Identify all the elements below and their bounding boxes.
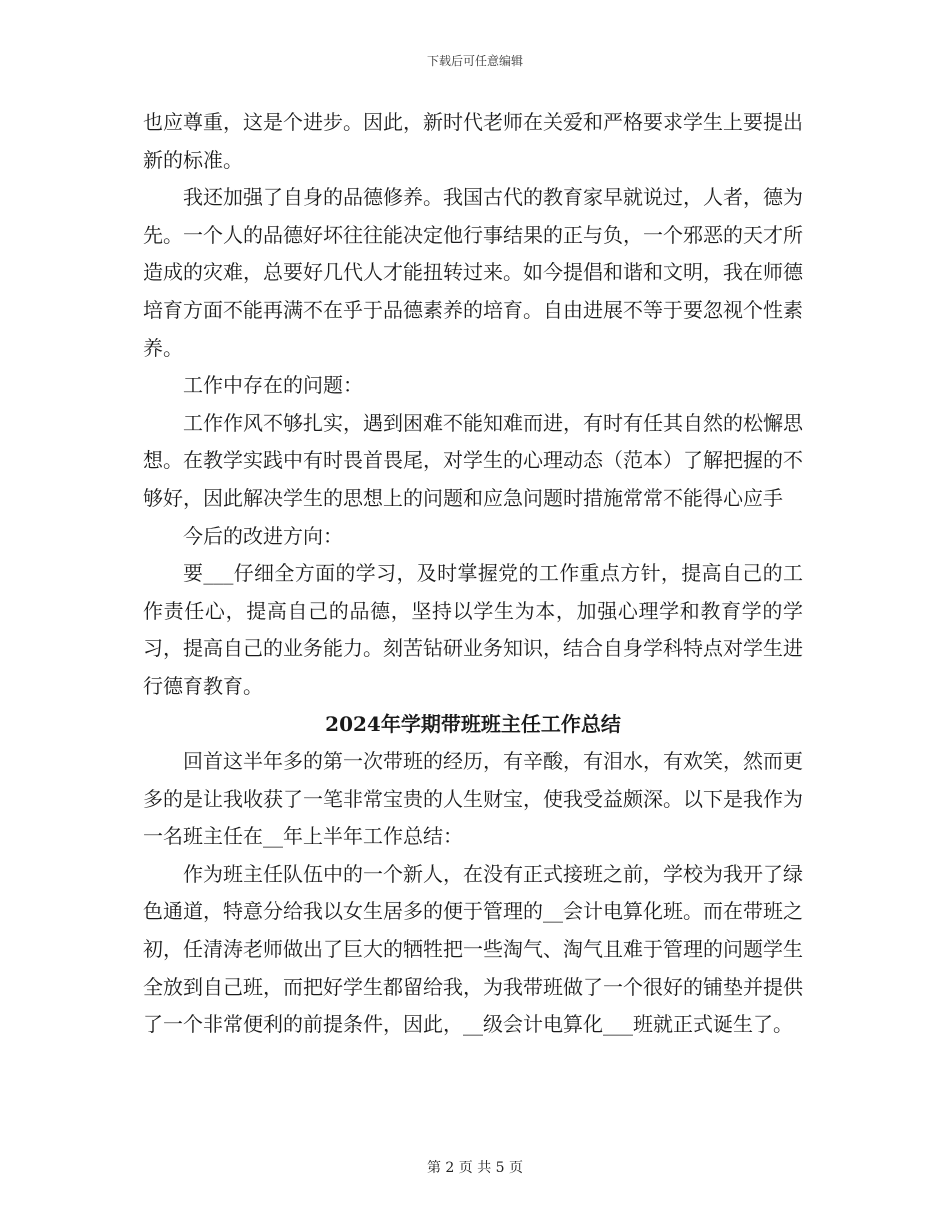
document-body [143, 104, 803, 1044]
paragraph-6: 要___仔细全方面的学习，及时掌握党的工作重点方针，提高自己的工作责任心，提高自己的品德，坚持以学生为本，加强心理学和教育学的学习，提高自己的业务能力。刻苦钻研业务知识，结合自身学科特点对学生进行德育教育。 [143, 561, 803, 698]
section-paragraph-1: 回首这半年多的第一次带班的经历，有辛酸，有泪水，有欢笑，然而更多的是让我收获了一笔非常宝贵的人生财宝，使我受益颇深。以下是我作为一名班主任在__年上半年工作总结： [143, 749, 803, 849]
page-number: 第 2 页 共 5 页 [426, 1160, 524, 1176]
paragraph-2: 我还加强了自身的品德修养。我国古代的教育家早就说过，人者，德为先。一个人的品德好坏往往能决定他行事结果的正与负，一个邪恶的天才所造成的灾难，总要好几代人才能扭转过来。如今提倡和谐和文明，我在师德培育方面不能再满不在乎于品德素养的培育。自由进展不等于要忽视个性素养。 [143, 185, 803, 360]
section-paragraph-2: 作为班主任队伍中的一个新人，在没有正式接班之前，学校为我开了绿色通道，特意分给我以女生居多的便于管理的__会计电算化班。而在带班之初，任清涛老师做出了巨大的牺牲把一些淘气、淘气且难于管理的问题学生全放到自己班，而把好学生都留给我，为我带班做了一个很好的铺垫并提供了一个非常便利的前提条件，因此，__级会计电算化___班就正式诞生了。 [143, 861, 803, 1037]
paragraph-3: 工作中存在的问题： [183, 373, 363, 398]
page-header-note: 下载后可任意编辑 [426, 54, 523, 68]
paragraph-4: 工作作风不够扎实，遇到困难不能知难而进，有时有任其自然的松懈思想。在教学实践中有时畏首畏尾，对学生的心理动态（范本）了解把握的不够好，因此解决学生的思想上的问题和应急问题时措施常常不能得心应手 [143, 410, 803, 510]
paragraph-1: 也应尊重，这是个进步。因此，新时代老师在关爱和严格要求学生上要提出新的标准。 [143, 110, 803, 172]
section-title: 2024年学期带班班主任工作总结 [325, 711, 621, 736]
paragraph-5: 今后的改进方向： [183, 523, 343, 548]
